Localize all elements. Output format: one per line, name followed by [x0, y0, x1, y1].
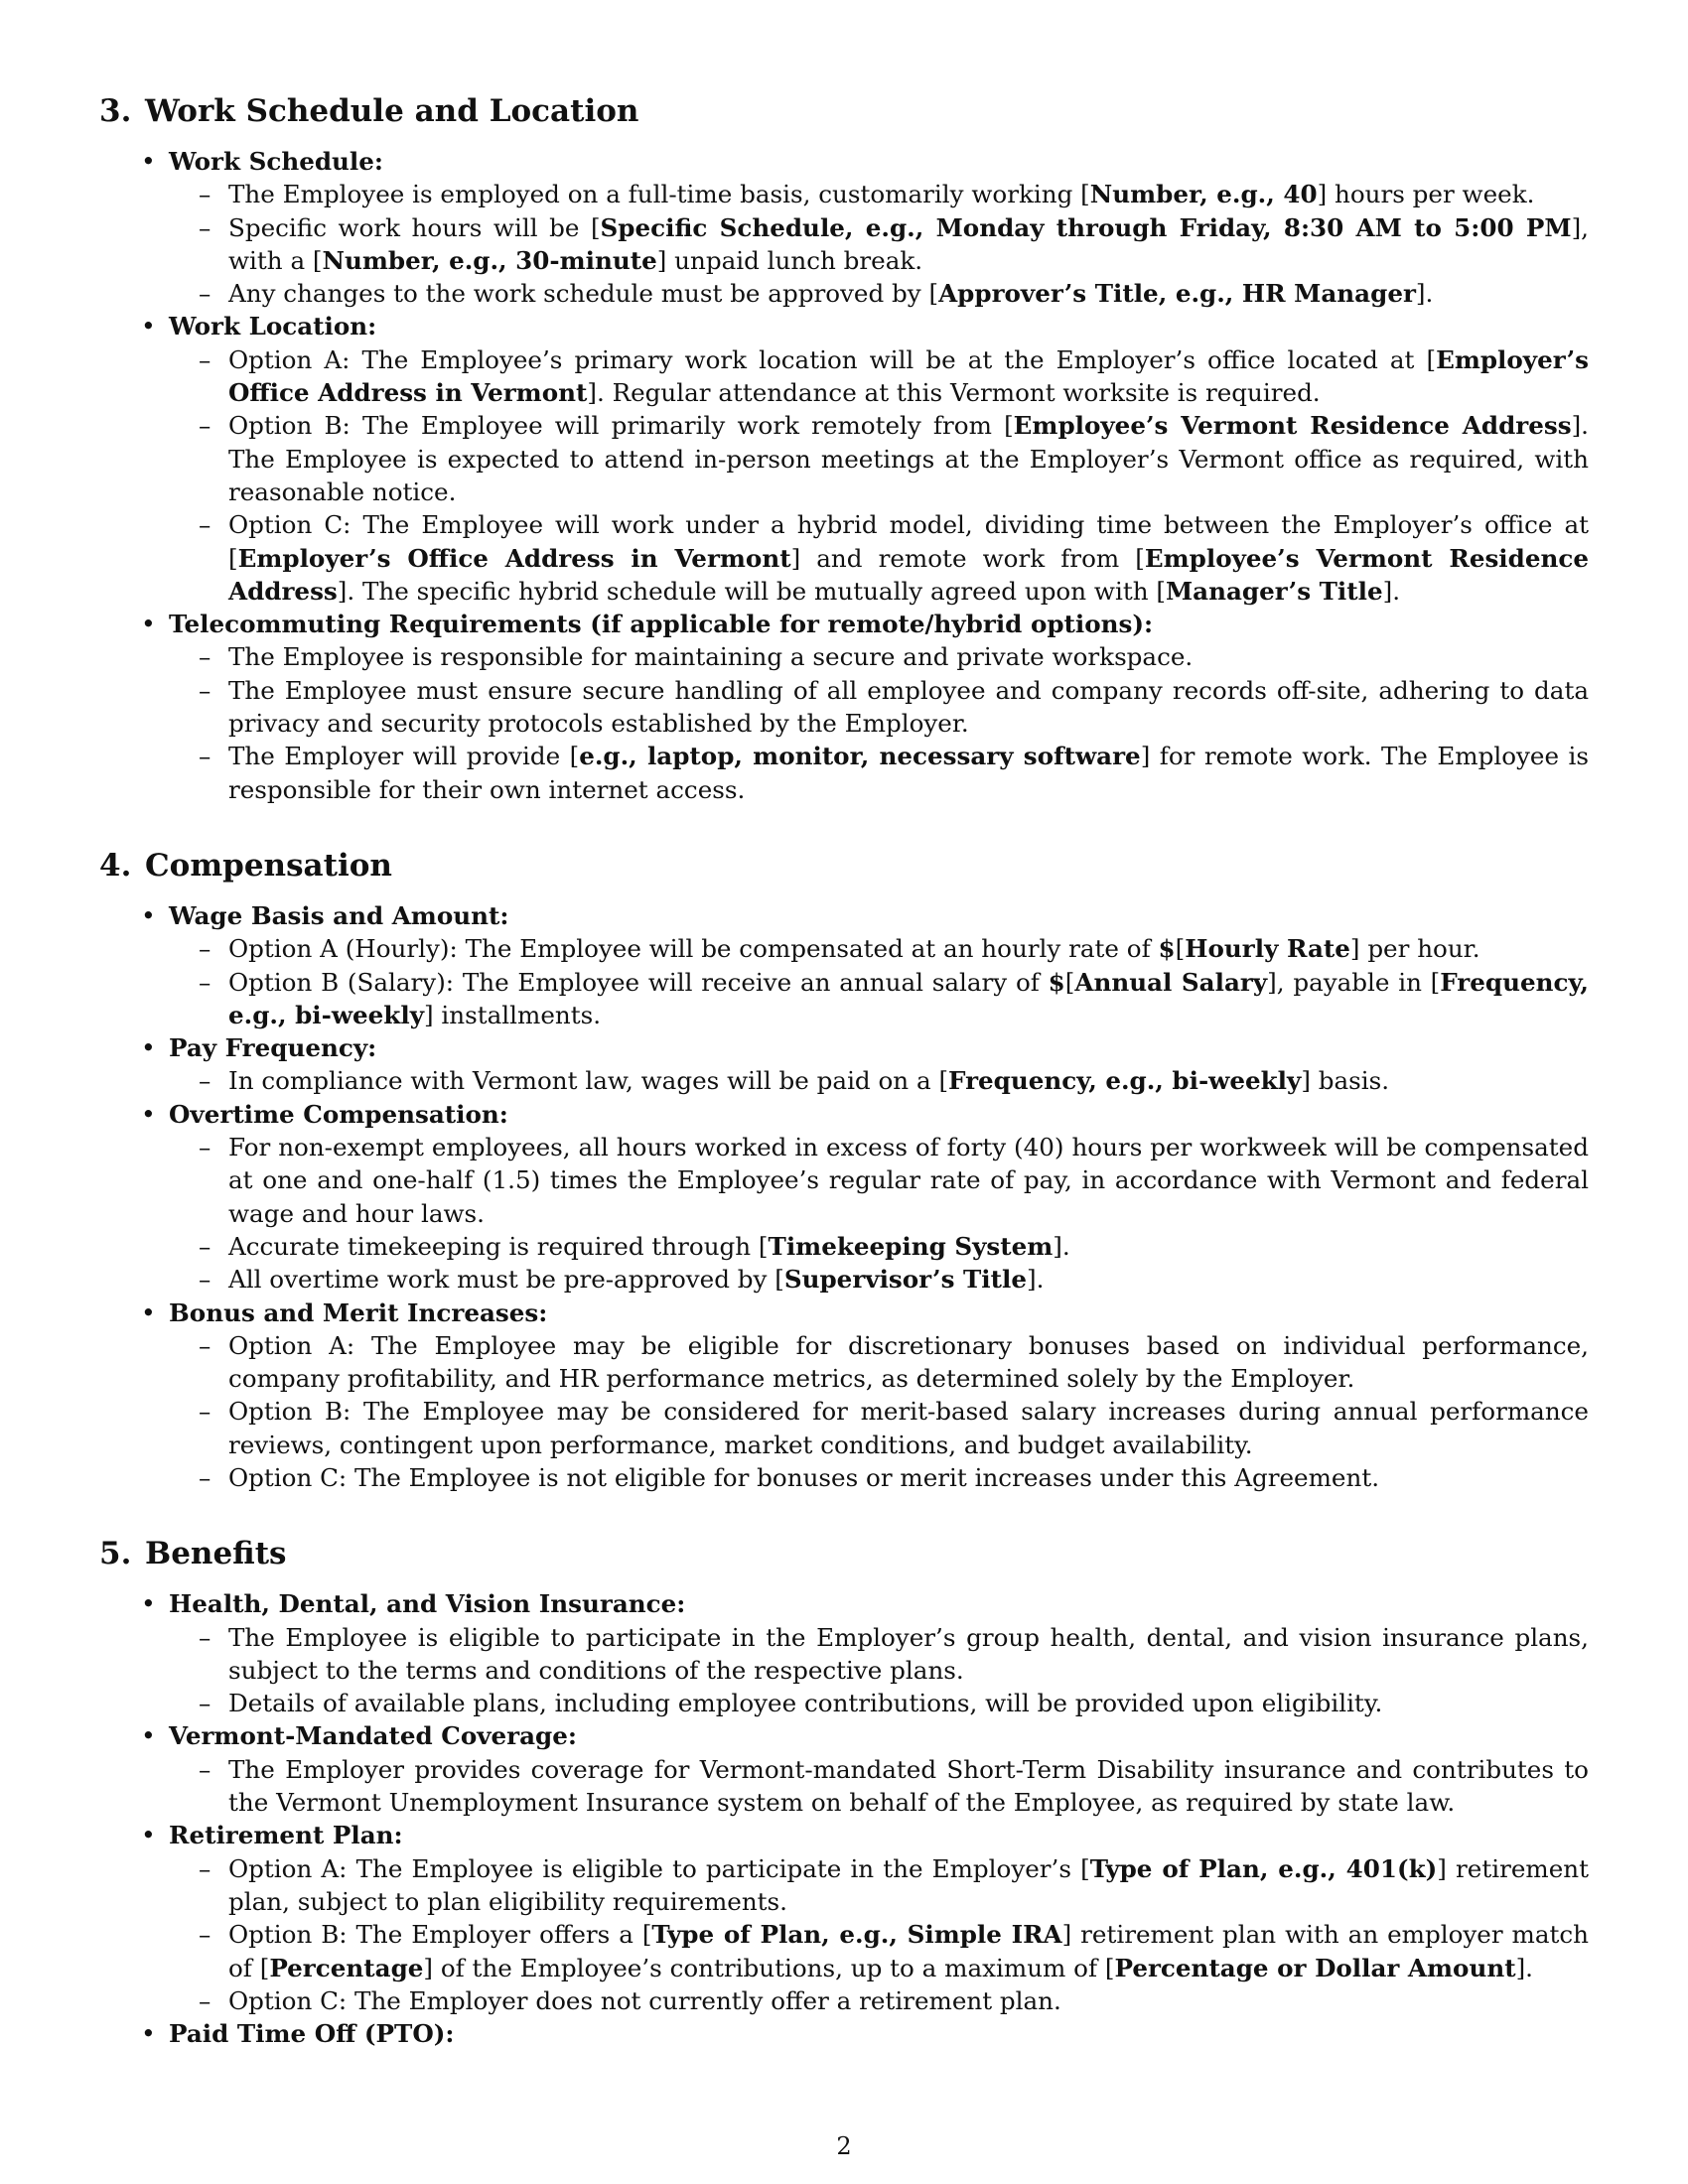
dash-icon: – [199, 212, 211, 242]
dash-icon: – [199, 344, 211, 374]
text-run: Option A: The Employee may be eligible for discretionary bonuses based on individual performance, company profitability, and HR performance metrics, as determined solely by the Employer. [228, 1330, 1589, 1394]
text-run: ] hours per week. [1317, 180, 1535, 209]
text-run: For non-exempt employees, all hours worked in excess of forty (40) hours per workweek will be compensated at one and one-half (1.5) times the Employee’s regular rate of pay, in accordance with Vermont and federal wage and hour laws. [228, 1133, 1589, 1228]
bullet-list [99, 145, 1589, 806]
sub-list [169, 1131, 1589, 1296]
text-run: ]. [1515, 1953, 1533, 1982]
sub-item [199, 1753, 1589, 1820]
dash-icon: – [199, 1985, 211, 2015]
placeholder-field: e.g., laptop, monitor, necessary software [579, 742, 1141, 771]
text-run: ], with a [ [228, 212, 1589, 275]
bullet-list [99, 1587, 1589, 2050]
dash-icon: – [199, 675, 211, 705]
dash-icon: – [199, 510, 211, 540]
section-number: 4. [99, 847, 132, 884]
text-run: Option B (Salary): The Employee will receive an annual salary of [228, 967, 1049, 997]
item-title: Pay Frequency: [169, 1033, 377, 1063]
bullet-icon: • [141, 1033, 156, 1063]
section-number: 3. [99, 93, 132, 129]
dash-icon: – [199, 1265, 211, 1295]
text-run: ]. [1053, 1231, 1070, 1261]
placeholder-field: Hourly Rate [1185, 934, 1350, 964]
list-item [141, 608, 1589, 806]
section-heading [99, 1534, 1589, 1573]
item-title: Vermont-Mandated Coverage: [169, 1721, 577, 1751]
placeholder-field: Percentage or Dollar Amount [1114, 1953, 1516, 1982]
dash-icon: – [199, 1462, 211, 1492]
list-item [141, 1098, 1589, 1297]
item-title: Health, Dental, and Vision Insurance: [169, 1589, 686, 1619]
text-run: ] retirement plan, subject to plan eligibility requirements. [228, 1853, 1589, 1916]
sub-item [199, 640, 1589, 673]
text-run: Option A: The Employee is eligible to participate in the Employer’s [ [228, 1853, 1090, 1883]
text-run: The Employer provides coverage for Vermont-mandated Short-Term Disability insurance and contributes to the Vermont Unemployment Insurance system on behalf of the Employee, as required by state law. [228, 1754, 1589, 1818]
text-run: In compliance with Vermont law, wages will be paid on a [ [228, 1066, 949, 1096]
sub-item [199, 932, 1589, 965]
text-run: ]. [1415, 279, 1434, 309]
dash-icon: – [199, 1754, 211, 1784]
text-run: ]. The specific hybrid schedule will be mutually agreed upon with [ [337, 576, 1166, 606]
text-run: The Employee must ensure secure handling of all employee and company records off-site, adhering to data privacy and security protocols established by the Employer. [228, 675, 1589, 739]
sub-item [199, 409, 1589, 508]
text-run: The Employee is employed on a full-time basis, customarily working [ [228, 180, 1090, 209]
placeholder-field: Type of Plan, e.g., 401(k) [1089, 1853, 1438, 1883]
placeholder-field: Frequency, e.g., bi-weekly [948, 1066, 1302, 1096]
sub-item [199, 1852, 1589, 1919]
text-run: All overtime work must be pre-approved by [ [228, 1265, 784, 1295]
sub-item [199, 277, 1589, 310]
bullet-icon: • [141, 312, 156, 341]
placeholder-field: $ [1048, 967, 1065, 997]
text-run: ] basis. [1301, 1066, 1390, 1096]
list-item [141, 310, 1589, 608]
placeholder-field: Frequency, e.g., bi-weekly [228, 967, 1589, 1029]
dash-icon: – [199, 1066, 211, 1096]
text-run: ], payable in [ [1267, 967, 1441, 997]
sub-list [169, 1329, 1589, 1494]
bullet-icon: • [141, 147, 156, 176]
sub-item [199, 1461, 1589, 1494]
sub-item [199, 1329, 1589, 1396]
text-run: Specific work hours will be [ [228, 212, 601, 242]
placeholder-field: Percentage [269, 1953, 424, 1982]
bullet-icon: • [141, 2019, 156, 2049]
bullet-icon: • [141, 1589, 156, 1619]
section-4 [99, 846, 1589, 1494]
item-title: Wage Basis and Amount: [169, 900, 509, 930]
bullet-icon: • [141, 1297, 156, 1327]
list-item [141, 899, 1589, 1031]
list-item [141, 1819, 1589, 2017]
placeholder-field: Number, e.g., 40 [1089, 180, 1318, 209]
sub-list [169, 932, 1589, 1031]
document-page [99, 91, 1589, 2090]
sub-item [199, 1230, 1589, 1263]
placeholder-field: Employer’s Office Address in Vermont [237, 543, 791, 573]
item-title: Overtime Compensation: [169, 1099, 508, 1129]
dash-icon: – [199, 742, 211, 771]
bullet-list [99, 899, 1589, 1494]
item-title: Work Schedule: [169, 147, 383, 176]
bullet-icon: • [141, 1721, 156, 1751]
sub-item [199, 1918, 1589, 1984]
sub-list [169, 1064, 1589, 1097]
dash-icon: – [199, 180, 211, 209]
sub-item [199, 178, 1589, 210]
placeholder-field: Employee’s Vermont Residence Address [228, 543, 1589, 606]
dash-icon: – [199, 967, 211, 997]
placeholder-field: $ [1158, 934, 1176, 964]
list-item [141, 145, 1589, 310]
text-run: The Employee is eligible to participate in the Employer’s group health, dental, and vision insurance plans, subject to the terms and conditions of the respective plans. [228, 1622, 1589, 1685]
text-run: ] unpaid lunch break. [656, 245, 923, 275]
dash-icon: – [199, 1231, 211, 1261]
bullet-icon: • [141, 610, 156, 639]
section-heading [99, 91, 1589, 131]
text-run: ]. Regular attendance at this Vermont worksite is required. [587, 378, 1321, 408]
section-heading [99, 846, 1589, 886]
section-title: Benefits [145, 1536, 287, 1572]
text-run: Option B: The Employee may be considered for merit-based salary increases during annual performance reviews, contingent upon performance, market conditions, and budget availability. [228, 1397, 1589, 1459]
list-item [141, 1297, 1589, 1495]
sub-list [169, 1852, 1589, 2017]
sub-item [199, 740, 1589, 806]
sub-item [199, 343, 1589, 410]
sub-item [199, 1064, 1589, 1097]
dash-icon: – [199, 1622, 211, 1652]
text-run: Option C: The Employer does not currently offer a retirement plan. [228, 1985, 1061, 2015]
placeholder-field: Type of Plan, e.g., Simple IRA [651, 1920, 1062, 1950]
page-number: 2 [836, 2132, 852, 2160]
item-title: Telecommuting Requirements (if applicable for remote/hybrid options): [169, 610, 1154, 639]
list-item [141, 2017, 1589, 2050]
item-title: Work Location: [169, 312, 377, 341]
sub-item [199, 211, 1589, 278]
sub-item [199, 1984, 1589, 2017]
text-run: ]. [1027, 1265, 1045, 1295]
text-run: The Employee is responsible for maintaining a secure and private workspace. [228, 642, 1194, 672]
sub-item [199, 966, 1589, 1032]
placeholder-field: Employee’s Vermont Residence Address [1013, 411, 1572, 441]
dash-icon: – [199, 1330, 211, 1360]
sub-item [199, 674, 1589, 741]
placeholder-field: Supervisor’s Title [783, 1265, 1027, 1295]
sub-list [169, 1621, 1589, 1720]
text-run: Option A: The Employee’s primary work location will be at the Employer’s office located at [ [228, 344, 1437, 374]
dash-icon: – [199, 642, 211, 672]
text-run: Details of available plans, including employee contributions, will be provided upon eligibility. [228, 1689, 1383, 1718]
placeholder-field: Annual Salary [1074, 967, 1268, 997]
placeholder-field: Number, e.g., 30-minute [322, 245, 657, 275]
item-title: Retirement Plan: [169, 1821, 403, 1850]
text-run: [ [1064, 967, 1075, 997]
text-run: ] and remote work from [ [790, 543, 1145, 573]
sub-item [199, 508, 1589, 608]
bullet-icon: • [141, 1099, 156, 1129]
sub-item [199, 1263, 1589, 1296]
list-item [141, 1031, 1589, 1098]
dash-icon: – [199, 411, 211, 441]
text-run: Accurate timekeeping is required through [ [228, 1231, 769, 1261]
sub-item [199, 1687, 1589, 1719]
placeholder-field: Specific Schedule, e.g., Monday through Friday, 8:30 AM to 5:00 PM [600, 212, 1572, 242]
placeholder-field: Manager’s Title [1165, 576, 1383, 606]
sub-item [199, 1131, 1589, 1230]
text-run: Option B: The Employee will primarily work remotely from [ [228, 411, 1014, 441]
text-run: The Employer will provide [ [228, 742, 580, 771]
text-run: ] of the Employee’s contributions, up to a maximum of [ [423, 1953, 1115, 1982]
text-run: Option C: The Employee is not eligible for bonuses or merit increases under this Agreement. [228, 1462, 1380, 1492]
text-run: ] installments. [423, 1000, 602, 1029]
dash-icon: – [199, 279, 211, 309]
section-5 [99, 1534, 1589, 2050]
text-run: [ [1175, 934, 1186, 964]
placeholder-field: Timekeeping System [768, 1231, 1054, 1261]
sub-item [199, 1395, 1589, 1461]
list-item [141, 1719, 1589, 1819]
item-title: Paid Time Off (PTO): [169, 2019, 455, 2049]
text-run: ]. The Employee is expected to attend in-person meetings at the Employer’s Vermont office as required, with reasonable notice. [228, 411, 1589, 506]
bullet-icon: • [141, 1821, 156, 1850]
sub-list [169, 640, 1589, 805]
text-run: Option C: The Employee will work under a hybrid model, dividing time between the Employer’s office at [ [228, 510, 1589, 573]
placeholder-field: Employer’s Office Address in Vermont [228, 344, 1589, 408]
text-run: ] for remote work. The Employee is responsible for their own internet access. [228, 742, 1589, 804]
text-run: Option A (Hourly): The Employee will be compensated at an hourly rate of [228, 934, 1159, 964]
section-title: Compensation [145, 847, 392, 884]
list-item [141, 1587, 1589, 1719]
sub-list [169, 1753, 1589, 1820]
dash-icon: – [199, 1920, 211, 1950]
placeholder-field: Approver’s Title, e.g., HR Manager [938, 279, 1416, 309]
sub-item [199, 1621, 1589, 1688]
text-run: Option B: The Employer offers a [ [228, 1920, 652, 1950]
sub-list [169, 178, 1589, 310]
text-run: Any changes to the work schedule must be approved by [ [228, 279, 939, 309]
dash-icon: – [199, 934, 211, 964]
sub-list [169, 343, 1589, 608]
text-run: ] retirement plan with an employer match of [ [228, 1920, 1589, 1982]
dash-icon: – [199, 1853, 211, 1883]
item-title: Bonus and Merit Increases: [169, 1297, 548, 1327]
section-3 [99, 91, 1589, 806]
dash-icon: – [199, 1397, 211, 1427]
bullet-icon: • [141, 900, 156, 930]
text-run: ] per hour. [1349, 934, 1480, 964]
section-number: 5. [99, 1536, 132, 1572]
section-title: Work Schedule and Location [145, 93, 639, 129]
dash-icon: – [199, 1689, 211, 1718]
text-run: ]. [1382, 576, 1401, 606]
dash-icon: – [199, 1133, 211, 1162]
